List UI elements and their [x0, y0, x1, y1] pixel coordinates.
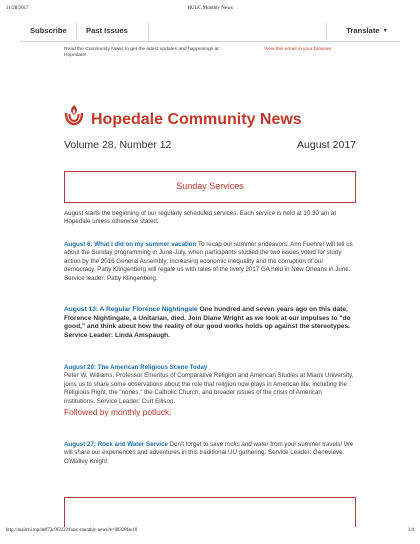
print-header: [6, 6, 414, 16]
page-number: 1/4: [407, 528, 414, 533]
service-heading: August 6: What I did on my summer vacation: [64, 241, 197, 248]
print-date: 11/28/2017: [6, 6, 29, 11]
issue-month: August 2017: [297, 139, 356, 151]
subscribe-link[interactable]: Subscribe: [30, 26, 67, 35]
translate-dropdown[interactable]: [346, 26, 388, 35]
print-footer: [6, 528, 414, 536]
section-title: Sunday Services: [176, 181, 244, 191]
service-description: Don't forget to save: [167, 441, 225, 448]
volume-number: Volume 28, Number 12: [64, 139, 172, 151]
translate-label: Translate: [346, 26, 380, 35]
service-entry: [64, 364, 354, 417]
intro-paragraph: August starts the beginning of our regularly scheduled services. Each service is held at 10:30 am at Hopedale unless otherwise stated.: [64, 210, 337, 226]
service-emphasis: rocks and water: [224, 441, 269, 448]
chevron-down-icon: ▼: [382, 28, 388, 34]
issue-info: [64, 139, 356, 153]
print-url: http://mailchi.mp/de872c9f2222/huuc-monthly-news?e=08328fae10: [6, 528, 138, 533]
preheader: [64, 47, 349, 69]
service-description-cont: from your summer travels! We will share our experiences and adventures in this traditional UU gathering. Service Leader: Genevieve O'Malley Knight.: [64, 441, 354, 465]
next-section-box: [64, 497, 356, 527]
potluck-note: Followed by monthly potluck.: [64, 407, 172, 418]
service-heading: August 13: A Regular Florence Nightingale: [64, 306, 198, 313]
preheader-text: Read the Community News to get the latest updates and happenings at Hopedale!: [64, 47, 219, 59]
service-entry: [64, 241, 354, 283]
flaming-chalice-logo-icon: [64, 103, 84, 127]
service-description: Peter W. Williams, Professor Emeritus of Comparative Religion and American Studies at Miami University, joins us to share some observations about the role that religion now plays in American life, including the Religious Right, the "nones," the Catholic Church, and broader issues of the crisis of American institutions. Service Leader: Curt Ellison.: [64, 372, 354, 405]
section-header-box: [64, 171, 356, 203]
service-heading: August 20: The American Religious Scene Today: [64, 364, 208, 371]
service-entry: [64, 306, 354, 340]
print-page-title: HUUC Monthly News: [187, 6, 233, 11]
service-description: One hundred and seven years ago on this date, Florence Nightingale, a Unitarian, died. Join Diane Wright as we look at our impulses to "do good," and think about how the reality of our good works holds up against the stereotypes. Service Leader: Linda Amspaugh.: [64, 306, 351, 339]
service-entry: [64, 441, 354, 466]
newsletter-navbar: [20, 20, 400, 42]
service-description: To recap our summer endeavors, Ann Fuehrer will tell us about the Sunday programming in June-July, when participants studied the two issues voted for study action by the 2016 General Assembly: increasing economic inequality and the corruption of our democracy. Patty Klingenberg will regale us with tales of the lively 2017 GA held in New Orleans in June. Service leader: Patty Klingenberg.: [64, 241, 353, 282]
service-heading: August 27: Rock and Water Service: [64, 441, 168, 448]
past-issues-link[interactable]: Past Issues: [86, 26, 128, 35]
nav-divider: [148, 23, 149, 39]
nav-divider: [76, 23, 77, 39]
view-in-browser-link[interactable]: View this email in your browser: [264, 47, 332, 52]
nav-divider: [326, 23, 327, 39]
newsletter-title: Hopedale Community News: [91, 111, 302, 128]
